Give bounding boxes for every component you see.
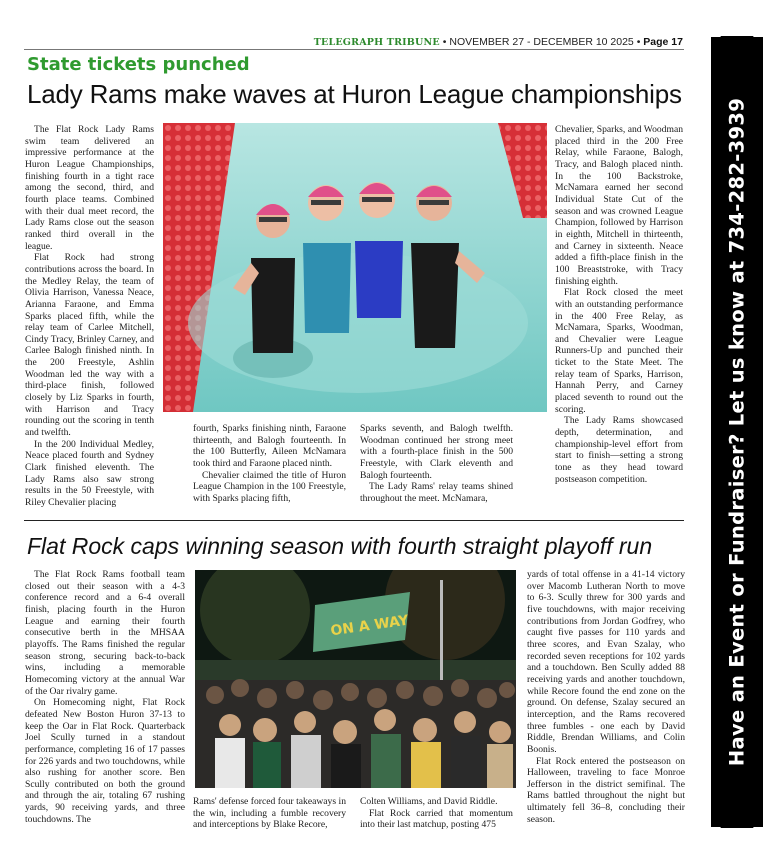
banner-top-notch	[711, 36, 763, 50]
story1-headline: Lady Rams make waves at Huron League championships	[27, 79, 682, 109]
story1-column-3	[360, 423, 513, 505]
issue-dates: NOVEMBER 27 - DECEMBER 10 2025	[449, 36, 634, 48]
pool-illustration	[163, 123, 547, 412]
paragraph: Flat Rock carried that momentum into their last matchup, posting 475	[360, 807, 513, 831]
story1-kicker: State tickets punched	[27, 54, 250, 75]
paragraph: Rams' defense forced four takeaways in the win, including a fumble recovery and interceptions by Blake Recore,	[193, 796, 346, 831]
paragraph: yards of total offense in a 41-14 victory over Macomb Lutheran North to move to 6-3. Scully threw for 300 yards and five touchdowns, with major receiving contributions from Jordan Godfrey, who caught five passes for 110 yards and three scores, and Evan Szalay, who recorded seven receptions for 102 yards and a touchdown. Ben Scully added 88 receiving yards and another touchdown, while Recore found the end zone on the ground. On defense, Szalay secured an interception, and the Rams recovered three fumbles - one each by David Riddle, Brendan Williams, and Colin Boonis.	[527, 569, 685, 755]
story1-column-4	[555, 124, 683, 485]
paragraph: Sparks seventh, and Balogh twelfth. Woodman continued her strong meet with a fourth-place finish in the 500 Freestyle, with Clark eleventh and Balogh fourteenth.	[360, 423, 513, 481]
flag-text: ON A WAY	[329, 612, 410, 640]
story1-column-2	[193, 423, 346, 505]
side-banner	[711, 37, 763, 827]
paragraph: Flat Rock closed the meet with an outstanding performance in the 400 Free Relay, as McNamara, Sparks, Woodman, and Chevalier were League Runners-Up and punched their ticket to the State Meet. The relay team of Sparks, Harrison, Hannah Perry, and Carney placed seventh to round out the scoring.	[555, 287, 683, 415]
paragraph: The Flat Rock Rams football team closed out their season with a 4-3 conference record and a 6-4 overall finish, placing fourth in the Huron League and earning their fourth consecutive berth in the MHSAA playoffs. The Rams finished the regular season strong, securing back-to-back wins, including a memorable Homecoming victory at the annual War of the Oar rivalry game.	[25, 569, 185, 697]
story1-column-1	[25, 124, 154, 509]
paragraph: Chevalier, Sparks, and Woodman placed third in the 200 Free Relay, while Faraone, Balogh, Tracy, and Balogh placed ninth. In the 100 Backstroke, McNamara earned her second Individual State Cut of the season and was crowned League Champion, followed by Harrison in eighth, Mitchell in thirteenth, and Carney in sixteenth. Neace added a fifth-place finish in the 100 Breaststroke, with Tracy finishing eighth.	[555, 124, 683, 287]
swim-team-photo	[163, 123, 547, 412]
header-rule	[24, 49, 684, 50]
section-divider	[24, 520, 684, 521]
paragraph: Colten Williams, and David Riddle.	[360, 796, 498, 807]
paragraph: Flat Rock entered the postseason on Halloween, traveling to face Monroe Jefferson in the district semifinal. The Rams battled throughout the night but ultimately fell 36–8, concluding their season.	[527, 755, 685, 825]
paragraph: In the 200 Individual Medley, Neace placed fourth and Sydney Clark finished eleventh. The Lady Rams also saw strong results in the 50 Freestyle, with Riley Chevalier placing	[25, 438, 154, 508]
football-celebration-photo	[195, 570, 516, 788]
banner-bottom-notch	[711, 814, 763, 828]
banner-text: Have an Event or Fundraiser? Let us know at 734-282-3939	[725, 97, 749, 767]
crowd-illustration	[195, 570, 516, 788]
paragraph: The Lady Rams' relay teams shined throughout the meet. McNamara,	[360, 481, 513, 504]
paragraph: Chevalier claimed the title of Huron League Champion in the 100 Freestyle, with Sparks placing fifth,	[193, 469, 346, 504]
paragraph: On Homecoming night, Flat Rock defeated New Boston Huron 37-13 to keep the Oar in Flat Rock. Quarterback Joel Scully turned in a standout performance, completing 16 of 17 passes for 226 yards and two touchdowns, while also rushing for another score. Ben Scully contributed on both the ground and through the air, totaling 67 rushing yards, 90 receiving yards, and three touchdowns. The	[25, 697, 185, 825]
page-number: Page 17	[643, 36, 683, 48]
page-header: TELEGRAPH TRIBUNE • NOVEMBER 27 - DECEMBER 10 2025 • Page 17	[313, 36, 683, 48]
paragraph: The Lady Rams showcased depth, determination, and championship-level effort from start to finish—setting a strong tone as they head toward postseason competition.	[555, 415, 683, 485]
story2-column-4	[527, 569, 685, 825]
story2-column-1	[25, 569, 185, 825]
paragraph: The Flat Rock Lady Rams swim team delivered an impressive performance at the Huron League Championships, finishing fourth in a tight race among the second, third, and fourth place teams. Combined with their dual meet record, the Lady Rams close out the season ranked third overall in the league.	[25, 124, 154, 252]
story2-column-3	[360, 796, 513, 831]
paragraph: Flat Rock had strong contributions across the board. In the Medley Relay, the team of Olivia Harrison, Vanessa Neace, Arianna Faraone, and Emma Sparks placed fifth, while the relay team of Carlee Mitchell, Cindy Tracy, Brinley Carney, and Carlee Balogh finished ninth. In the 200 Freestyle, Ashlin Woodman led the way with a third-place finish, followed closely by Liz Sparks in fourth, with Harrison and Tracy rounding out the scoring in tenth and twelfth.	[25, 252, 154, 439]
paper-name: TELEGRAPH TRIBUNE	[313, 37, 440, 48]
story2-column-2	[193, 796, 346, 831]
paragraph: fourth, Sparks finishing ninth, Faraone thirteenth, and Balogh fourteenth. In the 100 Butterfly, Aileen McNamara took third and Faraone placed ninth.	[193, 423, 346, 469]
story2-headline: Flat Rock caps winning season with fourth straight playoff run	[27, 533, 653, 559]
